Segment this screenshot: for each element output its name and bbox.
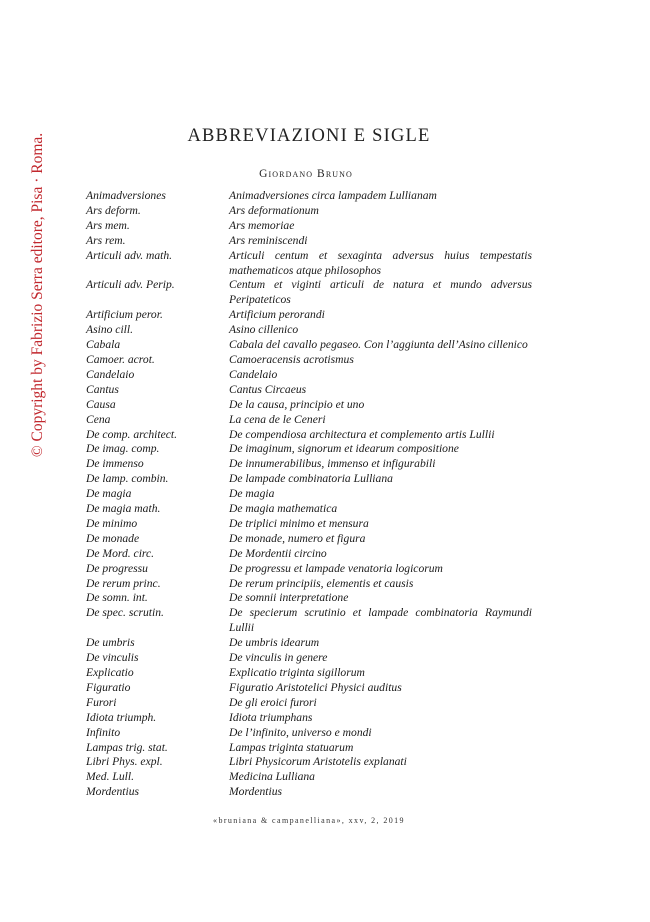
list-item	[86, 681, 532, 696]
abbreviation: De rerum princ.	[86, 576, 161, 590]
running-footer: «bruniana & campanelliana», xxv, 2, 2019	[213, 816, 405, 825]
abbreviation: Furori	[86, 695, 117, 709]
full-title: De triplici minimo et mensura	[229, 516, 369, 530]
list-item	[86, 338, 532, 353]
abbreviation: Infinito	[86, 725, 121, 739]
abbreviation: Cabala	[86, 338, 121, 352]
list-item	[86, 562, 532, 577]
abbreviation: De somn. int.	[86, 591, 148, 605]
abbreviation: Cena	[86, 412, 111, 426]
full-title: De lampade combinatoria Lulliana	[229, 472, 393, 486]
full-title: Medicina Lulliana	[229, 770, 315, 784]
full-title: De rerum principiis, elementis et causis	[229, 576, 414, 590]
full-title: De vinculis in genere	[229, 651, 328, 665]
full-title: De l’infinito, universo e mondi	[229, 725, 372, 739]
full-title: Idiota triumphans	[229, 710, 313, 724]
full-title: De monade, numero et figura	[229, 531, 366, 545]
list-item	[86, 249, 532, 279]
full-title: Explicatio triginta sigillorum	[229, 666, 365, 679]
full-title: De magia	[229, 487, 275, 501]
abbreviation: Mordentius	[86, 785, 140, 799]
abbreviation: Explicatio	[86, 666, 134, 679]
full-title: De la causa, principio et uno	[229, 397, 365, 411]
abbreviation: Libri Phys. expl.	[86, 755, 163, 769]
abbreviation: Ars rem.	[86, 233, 126, 247]
abbreviation: Cantus	[86, 382, 119, 396]
list-item	[86, 308, 532, 323]
abbreviation: De comp. architect.	[86, 427, 178, 441]
abbreviation: Ars mem.	[86, 218, 130, 232]
full-title: Figuratio Aristotelici Physici auditus	[229, 680, 402, 694]
list-item	[86, 547, 532, 562]
list-item	[86, 472, 532, 487]
abbreviation: Candelaio	[86, 367, 135, 381]
full-title: De specierum scrutinio et lampade combinatoria Raymundi Lullii	[229, 606, 532, 635]
full-title: Lampas triginta statuarum	[229, 740, 354, 754]
full-title: Ars reminiscendi	[229, 233, 308, 247]
list-item	[86, 323, 532, 338]
abbreviation: Asino cill.	[86, 323, 134, 337]
abbreviation: De minimo	[86, 516, 138, 530]
abbreviation: De magia math.	[86, 502, 161, 516]
abbreviation: Ars deform.	[86, 203, 141, 217]
full-title: Asino cillenico	[229, 323, 299, 337]
abbreviation: De Mord. circ.	[86, 546, 155, 560]
list-item	[86, 591, 532, 606]
full-title: Camoeracensis acrotismus	[229, 352, 354, 366]
abbreviation: Artificium peror.	[86, 308, 163, 322]
list-item	[86, 741, 532, 756]
abbreviation: De umbris	[86, 636, 135, 650]
abbreviation: De imag. comp.	[86, 442, 160, 456]
abbreviation: De vinculis	[86, 651, 139, 665]
abbreviation: Causa	[86, 397, 116, 411]
abbreviation-list	[86, 189, 532, 800]
list-item	[86, 577, 532, 592]
list-item	[86, 726, 532, 741]
full-title: Mordentius	[229, 785, 283, 799]
full-title: De compendiosa architectura et complemento artis Lullii	[229, 427, 495, 441]
abbreviation: Animadversiones	[86, 189, 166, 202]
list-item	[86, 219, 532, 234]
page-title: ABBREVIAZIONI E SIGLE	[187, 126, 431, 146]
list-item	[86, 204, 532, 219]
list-item	[86, 413, 532, 428]
full-title: Ars memoriae	[229, 218, 295, 232]
full-title: De magia mathematica	[229, 502, 338, 516]
full-title: De gli eroici furori	[229, 695, 317, 709]
full-title: La cena de le Ceneri	[229, 412, 326, 426]
abbreviation: Camoer. acrot.	[86, 352, 155, 366]
list-item	[86, 755, 532, 770]
list-item	[86, 711, 532, 726]
abbreviation: Articuli adv. Perip.	[86, 278, 175, 292]
list-item	[86, 770, 532, 785]
list-item	[86, 517, 532, 532]
full-title: Articuli centum et sexaginta adversus huius tempestatis mathematicos atque philosophos	[229, 248, 532, 277]
full-title: Centum et viginti articuli de natura et mundo adversus Peripateticos	[229, 278, 532, 307]
full-title: De imaginum, signorum et idearum compositione	[229, 442, 459, 456]
list-item	[86, 487, 532, 502]
full-title: De umbris idearum	[229, 636, 320, 650]
list-item	[86, 532, 532, 547]
full-title: Candelaio	[229, 367, 278, 381]
list-item	[86, 457, 532, 472]
list-item	[86, 502, 532, 517]
list-item	[86, 234, 532, 249]
copyright-notice: © Copyright by Fabrizio Serra editore, Pisa · Roma.	[29, 132, 46, 458]
full-title: De progressu et lampade venatoria logicorum	[229, 561, 443, 575]
abbreviation: Figuratio	[86, 680, 131, 694]
full-title: Cantus Circaeus	[229, 382, 307, 396]
full-title: De innumerabilibus, immenso et infigurabili	[229, 457, 436, 471]
list-item	[86, 651, 532, 666]
list-item	[86, 666, 532, 681]
full-title: De Mordentii circino	[229, 546, 327, 560]
abbreviation: De magia	[86, 487, 132, 501]
list-item	[86, 428, 532, 443]
abbreviation: De immenso	[86, 457, 144, 471]
abbreviation: Idiota triumph.	[86, 710, 157, 724]
full-title: Animadversiones circa lampadem Lullianam	[229, 189, 437, 202]
abbreviation: De lamp. combin.	[86, 472, 169, 486]
abbreviation: De spec. scrutin.	[86, 606, 164, 620]
abbreviation: Med. Lull.	[86, 770, 134, 784]
full-title: Libri Physicorum Aristotelis explanati	[229, 755, 407, 769]
abbreviation: De progressu	[86, 561, 148, 575]
list-item	[86, 353, 532, 368]
list-item	[86, 189, 532, 204]
list-item	[86, 383, 532, 398]
list-item	[86, 785, 532, 800]
list-item	[86, 636, 532, 651]
abbreviation: Lampas trig. stat.	[86, 740, 168, 754]
list-item	[86, 398, 532, 413]
abbreviation: Articuli adv. math.	[86, 248, 173, 262]
full-title: Ars deformationum	[229, 203, 319, 217]
full-title: Cabala del cavallo pegaseo. Con l’aggiunta dell’Asino cillenico	[229, 338, 528, 352]
list-item	[86, 368, 532, 383]
list-item	[86, 696, 532, 711]
abbreviation: De monade	[86, 531, 140, 545]
list-item	[86, 278, 532, 308]
full-title: Artificium perorandi	[229, 308, 325, 322]
section-heading: Giordano Bruno	[259, 168, 353, 180]
list-item	[86, 606, 532, 636]
list-item	[86, 442, 532, 457]
full-title: De somnii interpretatione	[229, 591, 349, 605]
